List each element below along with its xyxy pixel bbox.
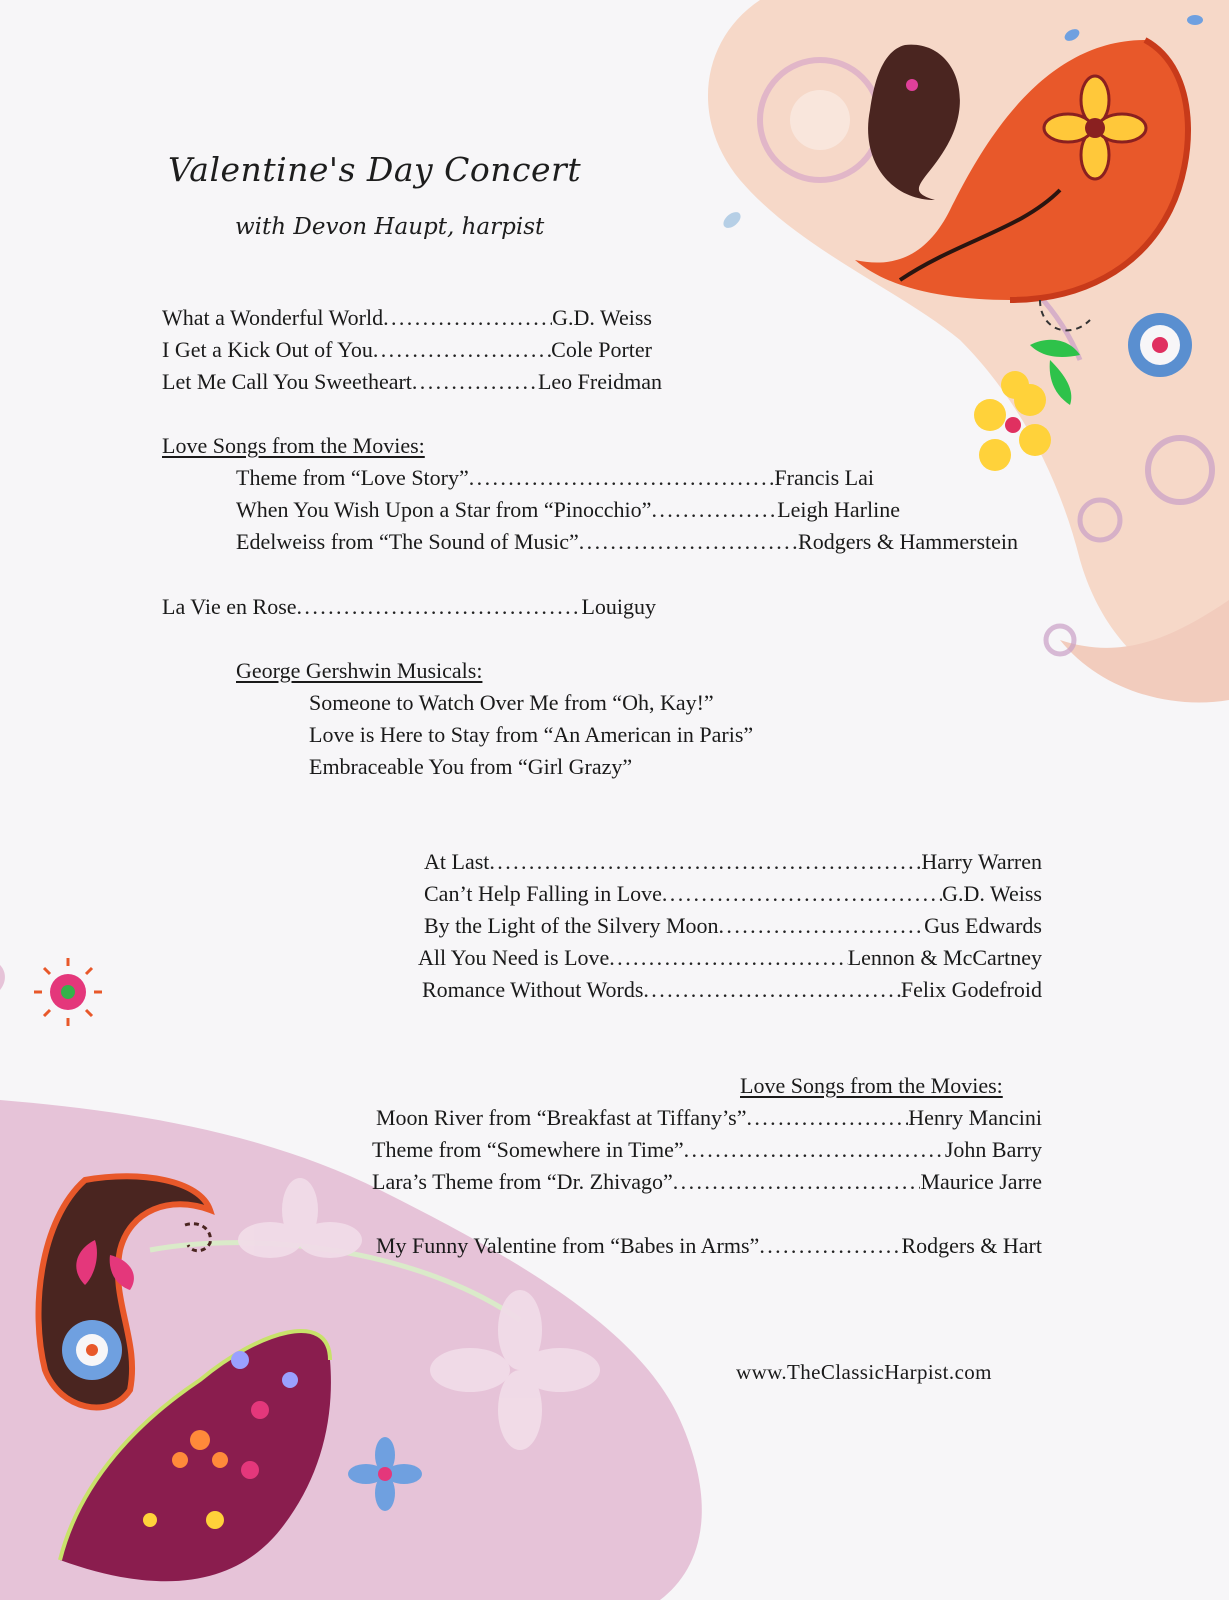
- program-item: [372, 1168, 1042, 1196]
- piece-title: Theme from “Love Story”: [236, 465, 469, 490]
- program-item: [236, 464, 874, 492]
- piece-composer: Rodgers & Hammerstein: [798, 529, 1018, 554]
- program-item: [424, 912, 1042, 940]
- piece-title: All You Need is Love: [418, 945, 610, 970]
- piece-composer: Lennon & McCartney: [847, 945, 1042, 970]
- section-header: Love Songs from the Movies:: [162, 433, 425, 458]
- program-item: [162, 336, 652, 364]
- program-item: [418, 944, 1042, 972]
- piece-composer: Maurice Jarre: [920, 1169, 1042, 1194]
- section-header: George Gershwin Musicals:: [236, 658, 483, 683]
- piece-title: Edelweiss from “The Sound of Music”: [236, 529, 579, 554]
- website-link[interactable]: www.TheClassicHarpist.com: [736, 1360, 992, 1384]
- piece-title: By the Light of the Silvery Moon: [424, 913, 719, 938]
- piece-title: Romance Without Words: [422, 977, 644, 1002]
- gershwin-piece: Embraceable You from “Girl Grazy”: [309, 754, 633, 779]
- piece-composer: Felix Godefroid: [900, 977, 1042, 1002]
- program-item: [372, 1136, 1042, 1164]
- piece-composer: Rodgers & Hart: [901, 1233, 1042, 1258]
- program-item: [376, 1232, 1042, 1260]
- piece-title: What a Wonderful World: [162, 305, 384, 330]
- piece-title: Let Me Call You Sweetheart: [162, 369, 412, 394]
- piece-composer: Louiguy: [581, 594, 656, 619]
- program-item: [424, 848, 1042, 876]
- program-item: [162, 304, 652, 332]
- piece-composer: Leo Freidman: [537, 369, 662, 394]
- piece-composer: John Barry: [944, 1137, 1042, 1162]
- piece-composer: Leigh Harline: [777, 497, 900, 522]
- piece-composer: Gus Edwards: [924, 913, 1042, 938]
- program-item: [236, 496, 900, 524]
- piece-title: When You Wish Upon a Star from “Pinocchio”: [236, 497, 652, 522]
- program-item: [424, 880, 1042, 908]
- gershwin-piece: Love is Here to Stay from “An American in Paris”: [309, 722, 754, 747]
- program-item: [236, 528, 1018, 556]
- piece-title: At Last: [424, 849, 490, 874]
- piece-title: I Get a Kick Out of You: [162, 337, 373, 362]
- piece-title: Moon River from “Breakfast at Tiffany’s”: [376, 1105, 747, 1130]
- concert-subtitle: with Devon Haupt, harpist: [235, 214, 545, 240]
- piece-composer: Henry Mancini: [908, 1105, 1042, 1130]
- program-item: [162, 368, 662, 396]
- gershwin-piece: Someone to Watch Over Me from “Oh, Kay!”: [309, 690, 714, 715]
- piece-title: Can’t Help Falling in Love: [424, 881, 662, 906]
- piece-title: La Vie en Rose: [162, 594, 297, 619]
- program-item: [162, 593, 656, 621]
- piece-title: Theme from “Somewhere in Time”: [372, 1137, 684, 1162]
- piece-composer: Francis Lai: [774, 465, 874, 490]
- section-header: Love Songs from the Movies:: [740, 1073, 1003, 1098]
- piece-composer: Cole Porter: [551, 337, 652, 362]
- piece-composer: Harry Warren: [921, 849, 1042, 874]
- piece-composer: G.D. Weiss: [552, 305, 652, 330]
- program-item: [376, 1104, 1042, 1132]
- program-item: [422, 976, 1042, 1004]
- piece-title: Lara’s Theme from “Dr. Zhivago”: [372, 1169, 673, 1194]
- piece-composer: G.D. Weiss: [942, 881, 1042, 906]
- piece-title: My Funny Valentine from “Babes in Arms”: [376, 1233, 760, 1258]
- concert-title: Valentine's Day Concert: [168, 150, 582, 189]
